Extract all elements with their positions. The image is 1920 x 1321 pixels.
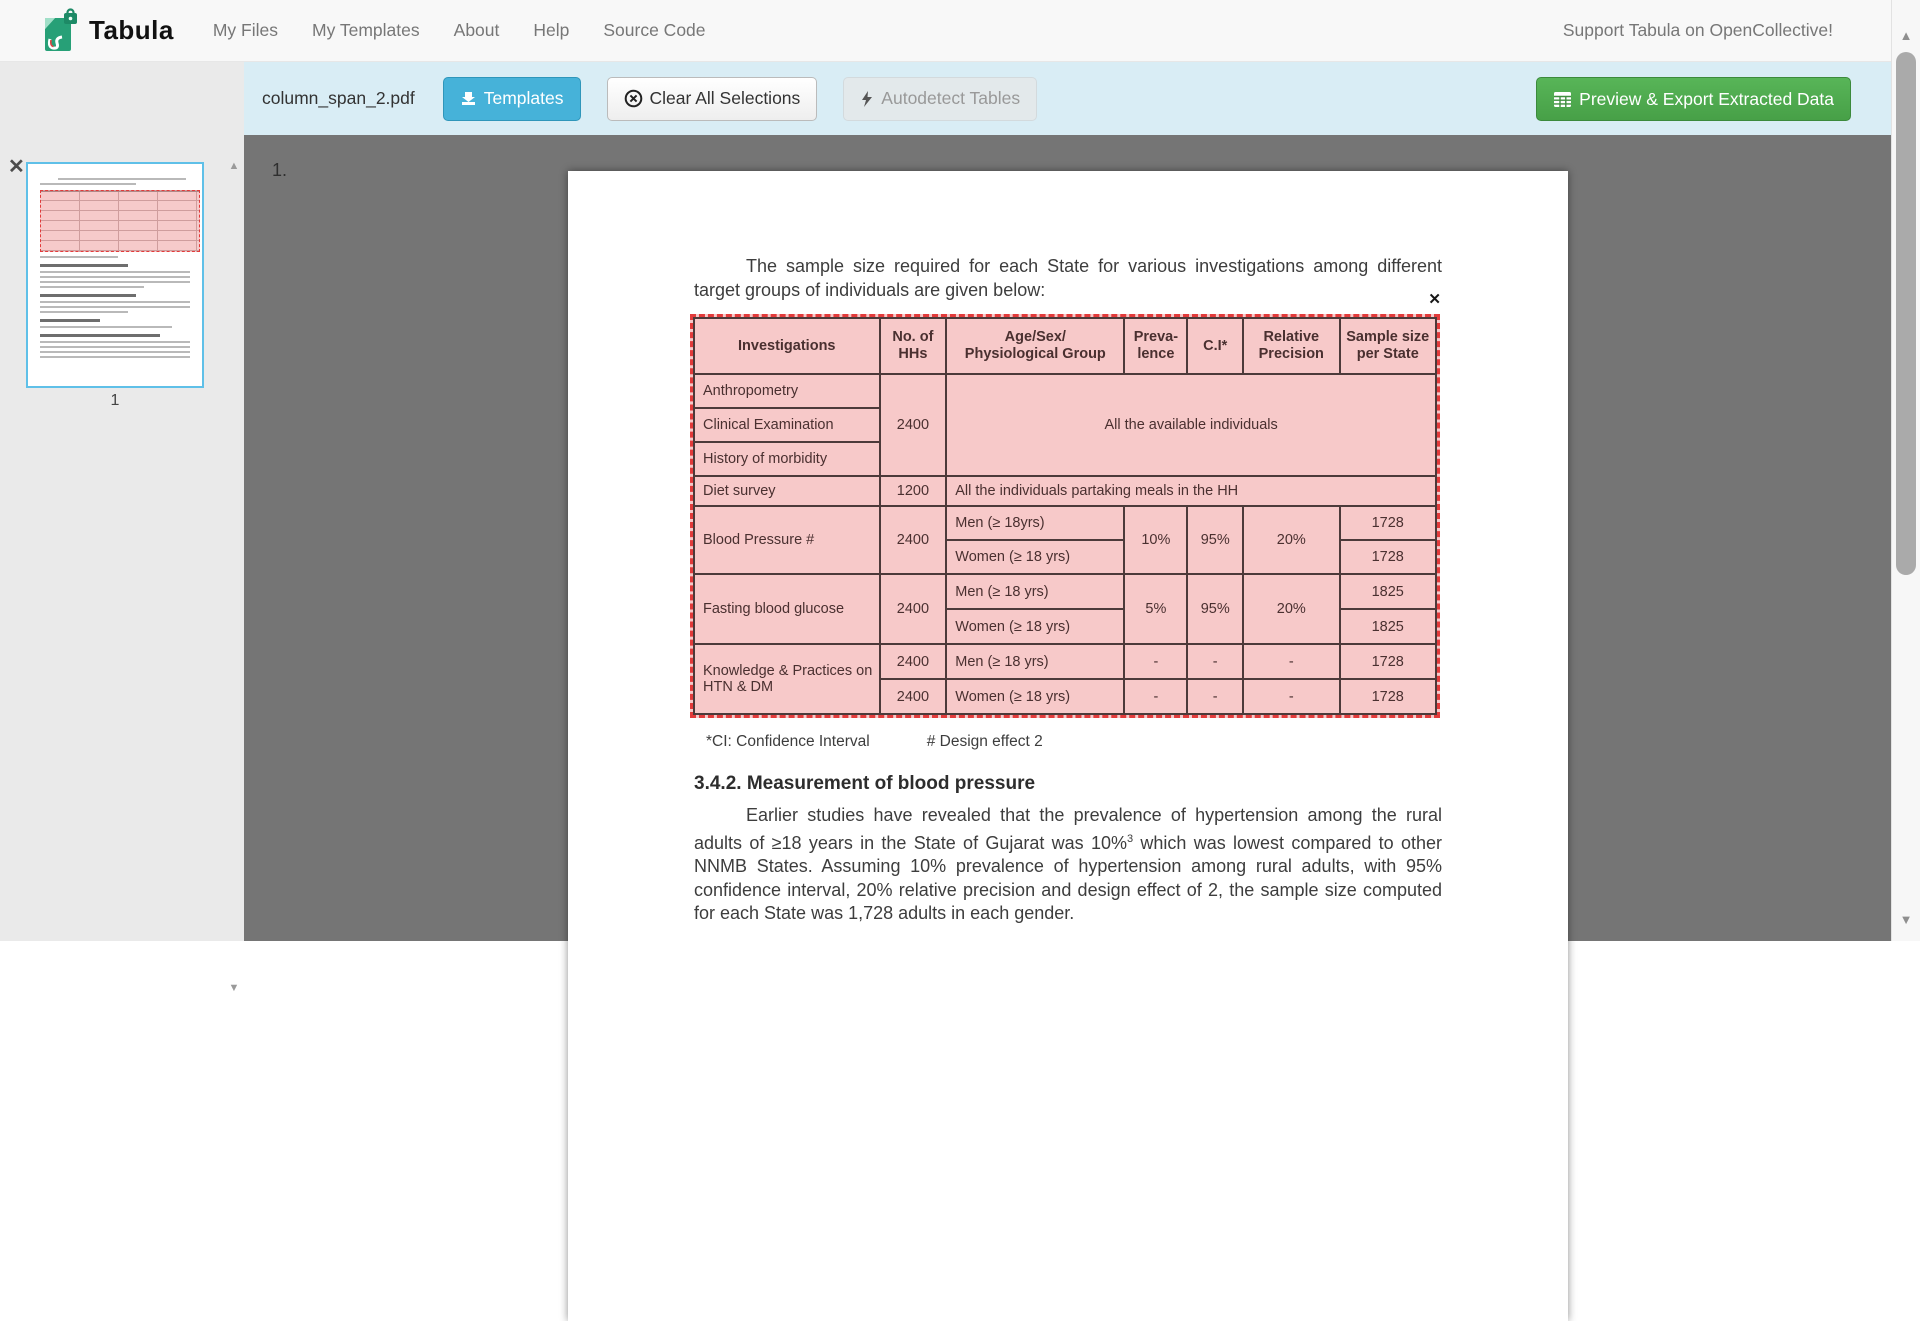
templates-button[interactable]: [443, 77, 581, 121]
table-header-row: [694, 318, 1436, 374]
header-ci: C.I*: [1187, 318, 1243, 374]
cell-hhs: 1200: [880, 476, 947, 506]
autodetect-label: Autodetect Tables: [881, 88, 1021, 108]
header-age-sex-group: Age/Sex/ Physiological Group: [946, 318, 1124, 374]
cell-hhs: 2400: [880, 574, 947, 644]
cell-sample-size: 1825: [1340, 609, 1437, 644]
thumb-heading-line: [40, 264, 128, 267]
export-label: Preview & Export Extracted Data: [1579, 88, 1834, 109]
autodetect-tables-button: [843, 77, 1037, 121]
page-index-label: 1.: [272, 160, 288, 180]
content: [0, 62, 1891, 994]
cell-investigation: Clinical Examination: [694, 408, 880, 442]
cell-prevalence: 10%: [1124, 506, 1187, 574]
pdf-intro-paragraph: The sample size required for each State for various investigations among different target groups of individuals are given below:: [694, 256, 1442, 300]
browser-scrollbar[interactable]: [1891, 0, 1920, 941]
cell-hhs: 2400: [880, 679, 947, 714]
pdf-viewer-area: [244, 135, 1891, 941]
cell-investigation: History of morbidity: [694, 442, 880, 476]
cell-prevalence: -: [1124, 644, 1187, 679]
cell-investigation: Anthropometry: [694, 374, 880, 408]
nav-item-help[interactable]: Help: [533, 20, 570, 40]
header-no-of-hhs: No. of HHs: [880, 318, 947, 374]
toolbar: [244, 62, 1891, 135]
clear-all-selections-button[interactable]: [607, 77, 818, 121]
navbar: [0, 0, 1891, 62]
footnote-ci: *CI: Confidence Interval: [706, 733, 870, 750]
header-sample-size: Sample size per State: [1340, 318, 1437, 374]
header-investigations: Investigations: [694, 318, 880, 374]
sidebar-scroll-down-icon[interactable]: ▼: [228, 982, 240, 994]
cell-prevalence: -: [1124, 679, 1187, 714]
cell-ci: -: [1187, 679, 1243, 714]
pdf-body-paragraph: [694, 804, 1442, 926]
para-text: Earlier studies have revealed that the prevalence of hypertension among the rural adults of ≥18 years in the State of Gujarat was 10%: [694, 805, 1442, 853]
cell-ci: 95%: [1187, 506, 1243, 574]
cell-hhs: 2400: [880, 644, 947, 679]
cell-merged-note: All the individuals partaking meals in the HH: [946, 476, 1436, 506]
pdf-page[interactable]: [568, 171, 1568, 1321]
footnote-design-effect: # Design effect 2: [926, 733, 1043, 750]
selection-close-icon[interactable]: ✕: [1428, 291, 1441, 308]
pdf-filename: column_span_2.pdf: [262, 88, 415, 108]
cell-prevalence: 5%: [1124, 574, 1187, 644]
cell-precision: -: [1243, 644, 1339, 679]
cell-hhs: 2400: [880, 374, 947, 476]
cell-hhs: 2400: [880, 506, 947, 574]
nav-links: [196, 0, 723, 61]
thumbnail-page-number: 1: [110, 392, 120, 409]
page-thumbnail[interactable]: [26, 162, 204, 388]
cell-merged-note: All the available individuals: [946, 374, 1436, 476]
scroll-up-icon[interactable]: ▲: [1899, 28, 1913, 43]
table-row: [694, 506, 1436, 540]
cell-sample-size: 1825: [1340, 574, 1437, 609]
thumbnail-sidebar: [0, 62, 244, 994]
templates-label: Templates: [483, 88, 564, 108]
cell-group: Men (≥ 18yrs): [946, 506, 1124, 540]
tabula-logo-icon: [42, 9, 79, 53]
table-footnote: [706, 733, 1043, 751]
cell-group: Men (≥ 18 yrs): [946, 574, 1124, 609]
thumb-text-line: [40, 183, 136, 185]
cell-sample-size: 1728: [1340, 506, 1437, 540]
cell-sample-size: 1728: [1340, 540, 1437, 574]
lightning-bolt-icon: [860, 90, 874, 108]
nav-item-my-files[interactable]: My Files: [212, 20, 278, 40]
cell-group: Women (≥ 18 yrs): [946, 540, 1124, 574]
thumb-table-selection: [40, 190, 200, 252]
scrollbar-thumb[interactable]: [1896, 52, 1916, 575]
cell-sample-size: 1728: [1340, 679, 1437, 714]
brand-title[interactable]: Tabula: [89, 15, 174, 45]
templates-icon: [460, 90, 477, 107]
nav-item-about[interactable]: About: [453, 20, 500, 40]
close-icon[interactable]: ✕: [8, 156, 25, 178]
para-text: which was lowest compared to other NNMB States. Assuming 10% prevalence of hypertension among rural adults, with 95% confidence interval, 20% relative precision and design effect of 2, the sample size computed for each State was 1,728 adults in each gender.: [694, 832, 1442, 923]
cell-investigation: Diet survey: [694, 476, 880, 506]
cell-sample-size: 1728: [1340, 644, 1437, 679]
cell-group: Women (≥ 18 yrs): [946, 679, 1124, 714]
clear-label: Clear All Selections: [649, 88, 801, 108]
cell-precision: 20%: [1243, 506, 1339, 574]
brand[interactable]: [42, 9, 174, 53]
table-row: [694, 374, 1436, 408]
header-prevalence: Preva- lence: [1124, 318, 1187, 374]
table-grid-icon: [1553, 91, 1572, 108]
sidebar-scroll-up-icon[interactable]: ▲: [228, 160, 240, 172]
scroll-down-icon[interactable]: ▼: [1899, 912, 1913, 927]
table-selection[interactable]: [690, 291, 1441, 718]
cell-ci: 95%: [1187, 574, 1243, 644]
right-column: [244, 62, 1891, 941]
cell-investigation: Blood Pressure #: [694, 506, 880, 574]
section-heading: 3.4.2. Measurement of blood pressure: [694, 773, 1036, 794]
support-link[interactable]: Support Tabula on OpenCollective!: [1562, 20, 1833, 40]
cell-precision: 20%: [1243, 574, 1339, 644]
cell-group: Women (≥ 18 yrs): [946, 609, 1124, 644]
nav-item-my-templates[interactable]: My Templates: [312, 20, 420, 40]
cell-investigation: Knowledge & Practices on HTN & DM: [694, 644, 880, 714]
table-row: [694, 476, 1436, 506]
cell-precision: -: [1243, 679, 1339, 714]
preview-export-button[interactable]: [1536, 77, 1851, 121]
cell-investigation: Fasting blood glucose: [694, 574, 880, 644]
table-row: [694, 644, 1436, 679]
clear-circle-x-icon: [624, 89, 643, 108]
cell-ci: -: [1187, 644, 1243, 679]
nav-item-source-code[interactable]: Source Code: [603, 20, 706, 40]
cell-group: Men (≥ 18 yrs): [946, 644, 1124, 679]
header-relative-precision: Relative Precision: [1243, 318, 1339, 374]
table-row: [694, 574, 1436, 609]
pdf-table: [693, 317, 1437, 715]
thumb-text-line: [58, 178, 186, 180]
para-superscript: 3: [1127, 832, 1134, 845]
thumb-text-line: [40, 256, 118, 258]
